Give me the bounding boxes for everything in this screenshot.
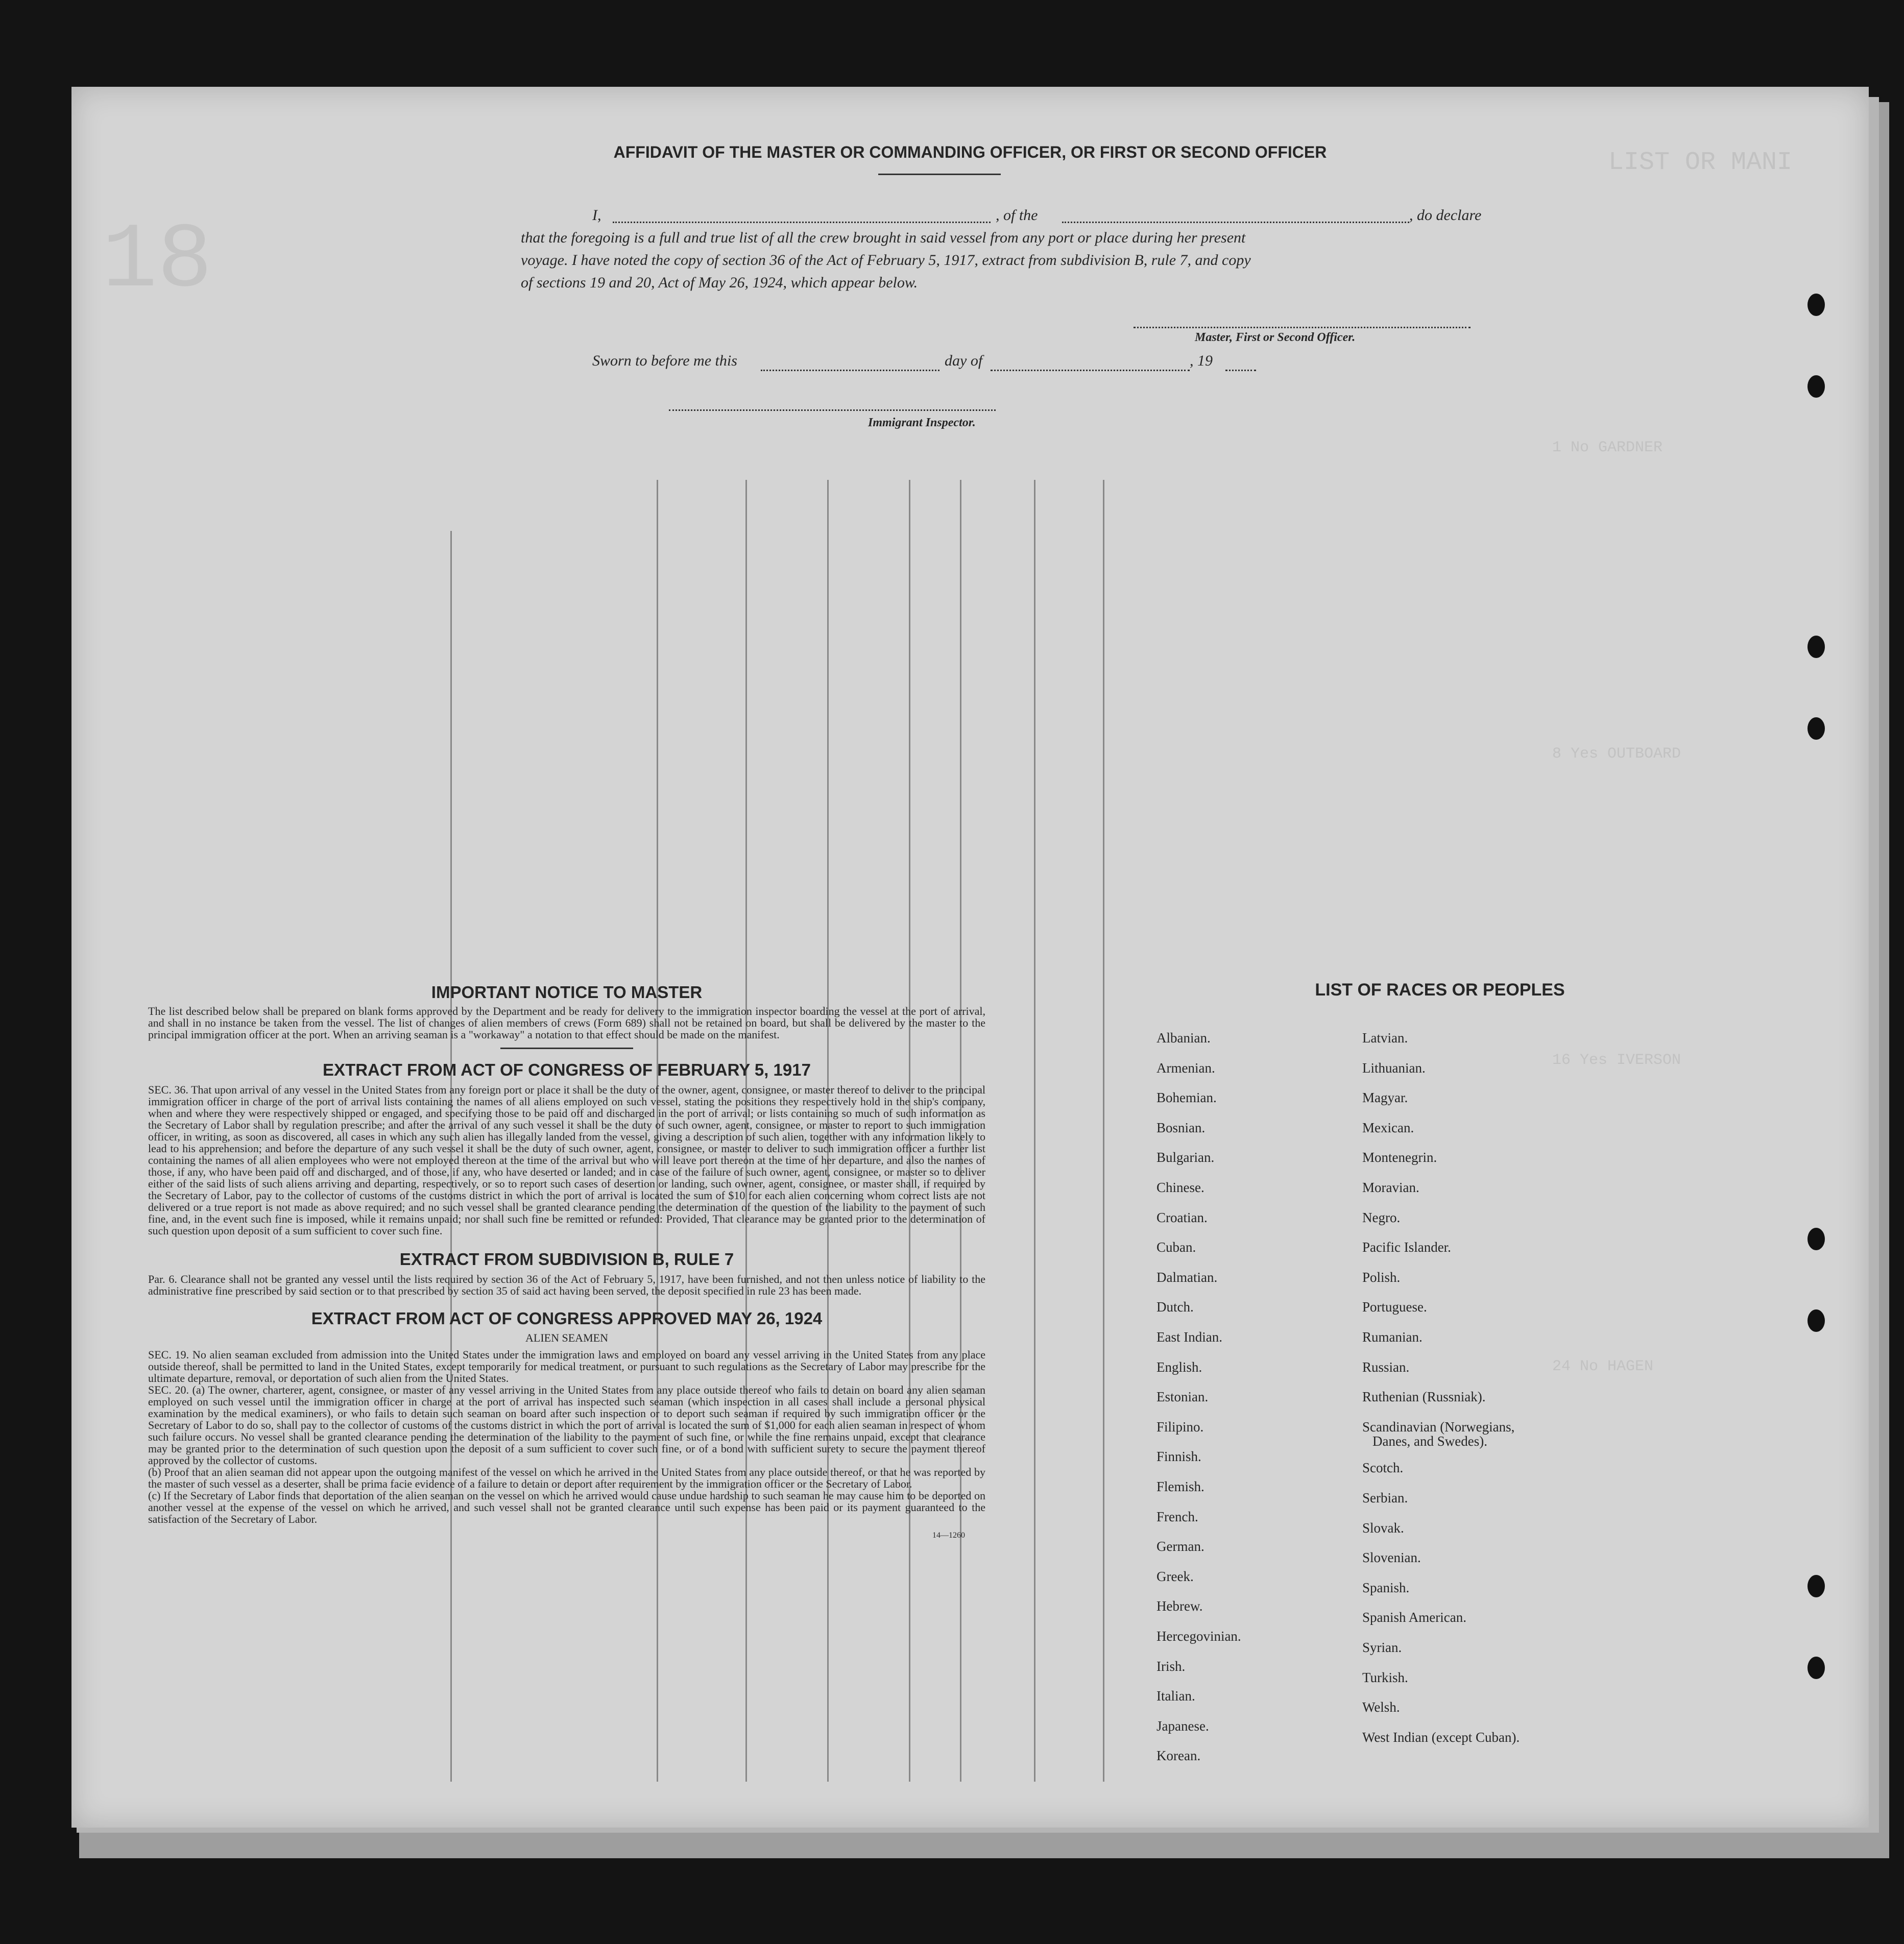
year-field[interactable] (1225, 370, 1256, 371)
extract-1917-title: EXTRACT FROM ACT OF CONGRESS OF FEBRUARY 5, 1917 (323, 1060, 811, 1079)
race-item: Albanian. (1156, 1030, 1211, 1046)
race-item-continued: Danes, and Swedes). (1372, 1433, 1487, 1449)
race-item: Ruthenian (Russniak). (1362, 1389, 1486, 1405)
race-item: Hercegovinian. (1156, 1629, 1241, 1644)
race-item: Slovak. (1362, 1520, 1404, 1536)
race-item: Japanese. (1156, 1718, 1209, 1734)
i-label: I, (592, 207, 601, 224)
race-item: Pacific Islander. (1362, 1240, 1451, 1255)
inspector-signature-label: Immigrant Inspector. (868, 416, 976, 429)
declare-label: , do declare (1409, 207, 1482, 224)
race-item: Spanish American. (1362, 1610, 1466, 1625)
race-item: Spanish. (1362, 1579, 1410, 1595)
race-item: Italian. (1156, 1688, 1195, 1704)
punch-hole (1807, 636, 1825, 658)
vessel-field[interactable] (1062, 222, 1409, 223)
day-field[interactable] (761, 370, 939, 371)
race-item: Estonian. (1156, 1389, 1209, 1405)
bleedthrough-header: LIST OR MANI (1608, 148, 1793, 177)
race-item: Serbian. (1362, 1490, 1408, 1505)
master-signature-line[interactable] (1134, 327, 1471, 328)
race-item: Cuban. (1156, 1240, 1196, 1255)
sec-20a-text: SEC. 20. (a) The owner, charterer, agent, consignee, or master of any vessel arriving in the United States from any place outside thereof who fails to detain on board any alien seaman employed on such vessel until the immigration officer in charge at the port of arrival has inspected such seaman (which inspection in all cases shall include a personal physical examination by the medical examiners), or who fails to detain such seaman on board after such inspection or to deport such seaman if required by such immigration officer or the Secretary of Labor to do so, shall pay to the collector of customs of the customs district in which the port of arrival is located the sum of $1,000 for each alien seaman in respect of whom such failure occurs. No vessel shall be granted clearance pending the determination of the liability to the payment of such fine, or while the fine remains unpaid, except that clearance may be granted prior to the determination of such question upon the deposit of a sum sufficient to cover such fine, or of a bond with sufficient surety to secure the payment thereof approved by the collector of customs. (148, 1383, 985, 1467)
race-item: Hebrew. (1156, 1598, 1203, 1614)
name-field[interactable] (613, 222, 991, 223)
bleedthrough-rows: 8 Yes OUTBOARD (1552, 745, 1681, 763)
subdivision-b-text: Par. 6. Clearance shall not be granted any vessel until the lists required by section 36 of the Act of February 5, 1917, have been furnished, and not then unless notice of liability to the administrative fine prescribed by said section or to that prescribed by section 35 of said act having been served, the deposit specified in rule 23 has been made. (148, 1273, 985, 1297)
race-item: Korean. (1156, 1748, 1201, 1764)
punch-hole (1807, 1309, 1825, 1332)
punch-hole (1807, 294, 1825, 316)
month-field[interactable] (991, 370, 1190, 371)
race-item: Russian. (1362, 1359, 1410, 1375)
race-item: Latvian. (1362, 1030, 1408, 1046)
race-item: Syrian. (1362, 1640, 1402, 1655)
race-item: Scandinavian (Norwegians, (1362, 1419, 1515, 1435)
of-the-label: , of the (996, 207, 1038, 224)
extract-1917-text: SEC. 36. That upon arrival of any vessel in the United States from any foreign port or place it shall be the duty of the owner, agent, consignee, or master thereof to deliver to the principal immigration officer in charge of the port of arrival lists containing the names of all aliens employed on such vessel, stating the positions they respectively hold in the ship's company, when and where they were respectively shipped or engaged, and specifying those to be paid off and discharged in the port of arrival; or lists containing so much of such information as the Secretary of Labor shall by regulation prescribe; and after the arrival of any such vessel it shall be the duty of such owner, agent, consignee, or master to report to such immigration officer, in writing, as soon as discovered, all cases in which any such alien has illegally landed from the vessel, giving a description of such alien, together with any information likely to lead to his apprehension; and before the departure of any such vessel it shall be the duty of such owner, agent, consignee, or master to deliver to such immigration officer a further list containing the names of all alien employees who were not employed thereon at the time of the arrival but who will leave port thereon at the time of her departure, and also the names of those, if any, who have been paid off and discharged, and of those, if any, who have deserted or landed; and in case of the failure of such owner, agent, consignee, or master so to deliver either of the said lists of such aliens arriving and departing, respectively, or so to report such cases of desertion or landing, such owner, agent, consignee, or master shall, if required by the Secretary of Labor, pay to the collector of customs of the customs district in which the port of arrival is located the sum of $10 for each alien concerning whom correct lists are not delivered or a true report is not made as above required; and no such vessel shall be granted clearance pending the determination of the question of the liability to the payment of such fine, and, in the event such fine is imposed, while it remains unpaid; nor shall such fine be remitted or refunded: Provided, That clearance may be granted prior to the determination of such question upon deposit of a sum sufficient to cover such fine. (148, 1083, 985, 1237)
race-item: Dalmatian. (1156, 1269, 1218, 1285)
race-item: Magyar. (1362, 1090, 1408, 1106)
bleedthrough-rows: 1 No GARDNER (1552, 439, 1663, 456)
affidavit-body (521, 204, 1532, 294)
sec-20b-text: (b) Proof that an alien seaman did not appear upon the outgoing manifest of the vessel on which he arrived in the United States from any place outside thereof, or that he was reported by the master of such vessel as a deserter, shall be prima facie evidence of a failure to detain or deport after requirement by the immigration officer or the Secretary of Labor. (148, 1466, 985, 1490)
race-item: Bosnian. (1156, 1120, 1206, 1135)
race-item: Slovenian. (1362, 1550, 1421, 1566)
master-signature-label: Master, First or Second Officer. (1195, 331, 1356, 344)
column-rule (1103, 480, 1104, 1782)
affidavit-title: AFFIDAVIT OF THE MASTER OR COMMANDING OFFICER, OR FIRST OR SECOND OFFICER (613, 143, 1327, 161)
race-item: Dutch. (1156, 1299, 1194, 1315)
form-number: 14—1260 (932, 1531, 965, 1540)
divider (500, 1048, 633, 1049)
bleedthrough-rows: 16 Yes IVERSON (1552, 1052, 1681, 1069)
race-item: Negro. (1362, 1209, 1401, 1225)
punch-hole (1807, 1657, 1825, 1679)
punch-hole (1807, 717, 1825, 740)
race-item: Bohemian. (1156, 1090, 1217, 1106)
notice-text: The list described below shall be prepared on blank forms approved by the Department and be ready for delivery to the immigration inspector boarding the vessel at the port of arrival, and shall in no instance be taken from the vessel. The list of changes of alien members of crews (Form 689) shall not be retained on board, but shall be delivered by the master to the principal immigration officer at the port. When an arriving seaman is a "workaway" a notation to that effect should be made on the manifest. (148, 1005, 985, 1041)
race-item: Irish. (1156, 1658, 1186, 1674)
race-item: English. (1156, 1359, 1202, 1375)
declaration-text: voyage. I have noted the copy of section 36 of the Act of February 5, 1917, extract from subdivision B, rule 7, and copy (521, 252, 1251, 269)
race-item: Turkish. (1362, 1669, 1408, 1685)
bleedthrough-number: 18 (102, 209, 213, 313)
sec-20c-text: (c) If the Secretary of Labor finds that deportation of the alien seaman on the vessel on which he arrived would cause undue hardship to such seaman he may cause him to be deported on another vessel at the expense of the vessel on which he arrived, and such vessel shall not be granted clearance until such expense has been paid or its payment guaranteed to the satisfaction of the Secretary of Labor. (148, 1489, 985, 1525)
race-item: Polish. (1362, 1269, 1401, 1285)
race-item: Lithuanian. (1362, 1060, 1426, 1076)
race-item: Bulgarian. (1156, 1150, 1215, 1165)
race-item: Flemish. (1156, 1479, 1204, 1494)
notice-title: IMPORTANT NOTICE TO MASTER (431, 983, 703, 1002)
alien-seamen-subtitle: ALIEN SEAMEN (525, 1331, 608, 1344)
race-item: Scotch. (1362, 1460, 1404, 1476)
race-item: Croatian. (1156, 1209, 1208, 1225)
race-item: Finnish. (1156, 1449, 1201, 1465)
race-item: East Indian. (1156, 1329, 1222, 1345)
declaration-text: of sections 19 and 20, Act of May 26, 1924, which appear below. (521, 274, 918, 291)
race-item: Rumanian. (1362, 1329, 1423, 1345)
extract-1924-title: EXTRACT FROM ACT OF CONGRESS APPROVED MAY 26, 1924 (311, 1309, 823, 1328)
race-item: Moravian. (1362, 1180, 1419, 1195)
declaration-text: that the foregoing is a full and true list of all the crew brought in said vessel from any port or place during her present (521, 229, 1246, 246)
sworn-label: Sworn to before me this (592, 352, 737, 369)
race-item: Armenian. (1156, 1060, 1215, 1076)
year-label: , 19 (1190, 352, 1213, 369)
race-item: Greek. (1156, 1568, 1194, 1584)
race-item: Chinese. (1156, 1180, 1204, 1195)
race-item: German. (1156, 1539, 1204, 1554)
bleedthrough-rows: 24 No HAGEN (1552, 1358, 1654, 1375)
divider (878, 174, 1001, 175)
punch-hole (1807, 1575, 1825, 1597)
punch-hole (1807, 375, 1825, 398)
declaration-line (521, 204, 1532, 227)
manifest-page (71, 87, 1869, 1828)
punch-hole (1807, 1228, 1825, 1250)
race-item: Montenegrin. (1362, 1150, 1437, 1165)
race-item: Mexican. (1362, 1120, 1414, 1135)
race-item: Filipino. (1156, 1419, 1204, 1435)
day-of-label: day of (945, 352, 983, 369)
subdivision-b-title: EXTRACT FROM SUBDIVISION B, RULE 7 (399, 1250, 734, 1269)
race-item: West Indian (except Cuban). (1362, 1729, 1520, 1745)
race-item: Welsh. (1362, 1699, 1400, 1715)
race-item: French. (1156, 1509, 1198, 1524)
races-title: LIST OF RACES OR PEOPLES (1315, 980, 1565, 1000)
notice-section (148, 983, 985, 1540)
inspector-signature-line[interactable] (669, 409, 996, 411)
column-rule (1034, 480, 1035, 1782)
sec-19-text: SEC. 19. No alien seaman excluded from admission into the United States under the immigration laws and employed on board any vessel arriving in the United States from any place outside thereof, shall be permitted to land in the United States, except temporarily for medical treatment, or pursuant to such regulations as the Secretary of Labor may prescribe for the ultimate departure, removal, or deportation of such alien from the United States. (148, 1348, 985, 1384)
sworn-line (521, 352, 1287, 375)
race-item: Portuguese. (1362, 1299, 1427, 1315)
